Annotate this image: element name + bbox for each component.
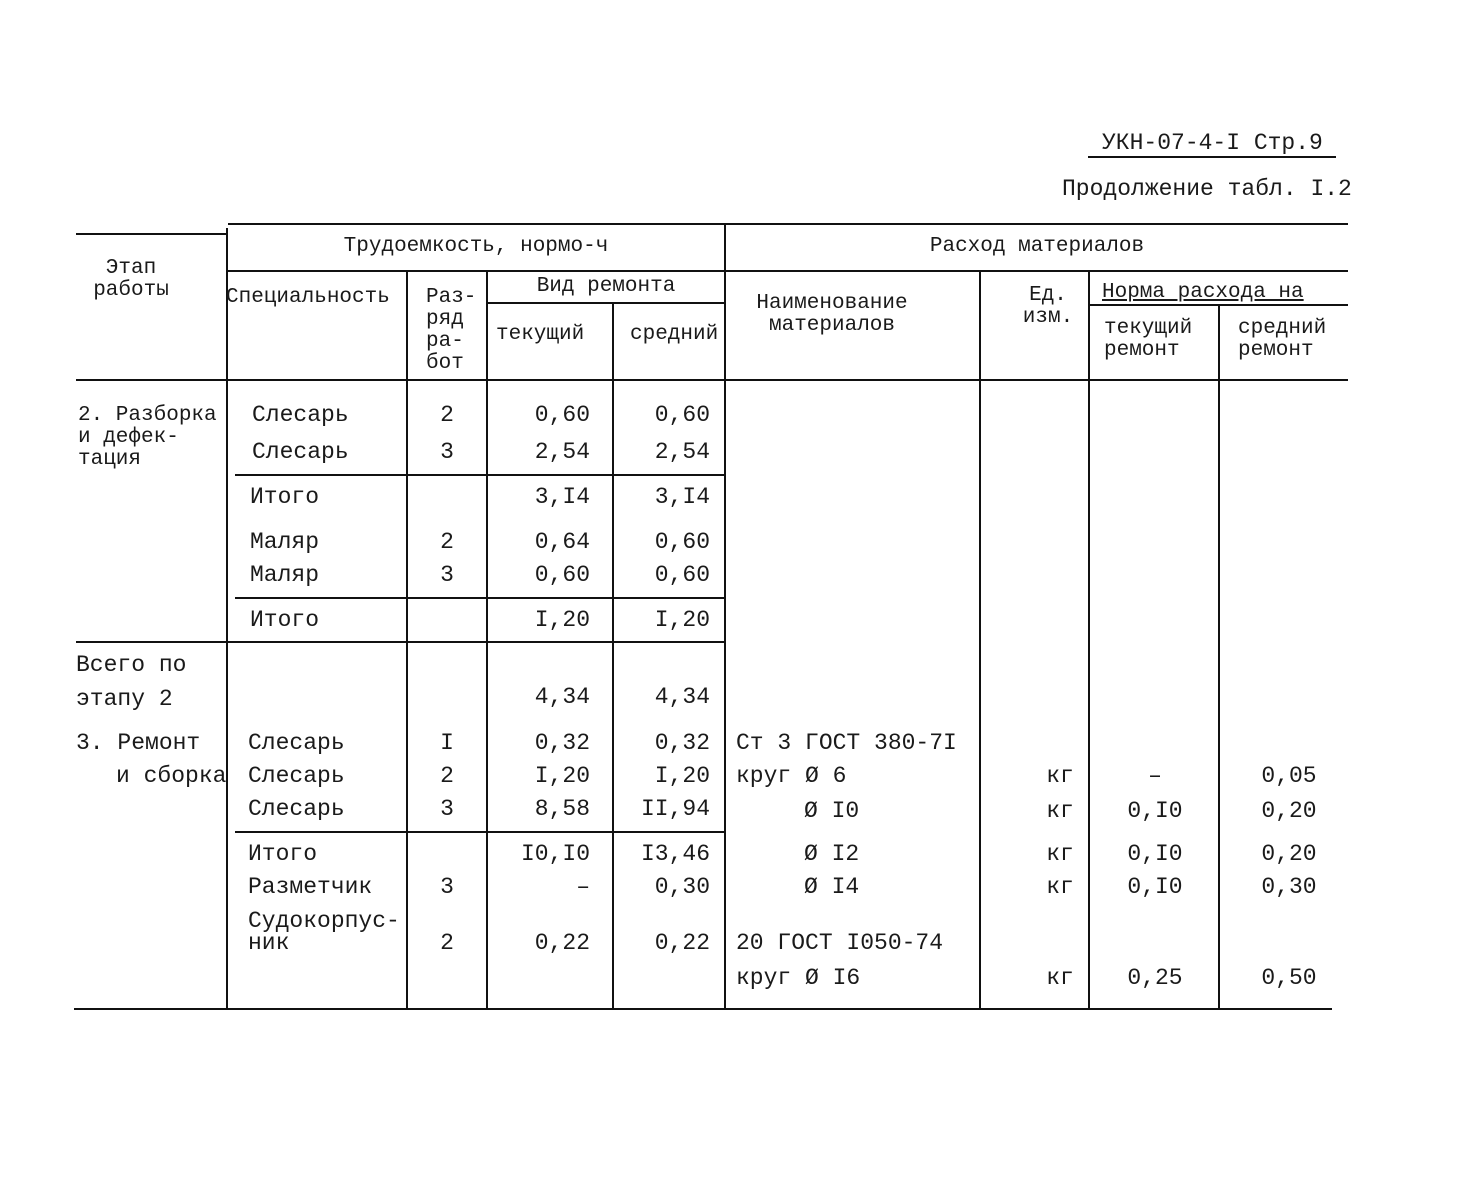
- medium-cell: 0,60: [654, 562, 710, 588]
- unit-cell: кг: [1046, 798, 1074, 824]
- material-name-cell: Ст 3 ГОСТ 380-7I: [736, 730, 957, 756]
- medium-cell: I,20: [654, 607, 710, 633]
- medium-cell: 3,I4: [654, 484, 710, 510]
- material-name-cell: Ø I0: [804, 798, 860, 824]
- specialty-cell: Итого: [250, 484, 320, 510]
- material-name-cell: Ø I4: [804, 874, 860, 900]
- specialty-cell: Слесарь: [248, 730, 345, 756]
- stage-total-label-2: этапу 2: [76, 686, 173, 712]
- header-current-repair: текущий ремонт: [1104, 317, 1193, 362]
- current-cell: 0,60: [534, 402, 590, 428]
- grade-cell: 3: [440, 796, 454, 822]
- unit-cell: кг: [1046, 965, 1074, 991]
- medium-cell: 0,30: [654, 874, 710, 900]
- grade-cell: 3: [440, 874, 454, 900]
- specialty-cell: Слесарь: [252, 402, 349, 428]
- current-cell: 3,I4: [534, 484, 590, 510]
- material-name-cell: круг Ø I6: [736, 965, 861, 991]
- norm-current-cell: 0,I0: [1127, 798, 1183, 824]
- specialty-cell: Маляр: [250, 529, 320, 555]
- stage-total-current: 4,34: [534, 684, 590, 710]
- grade-cell: 2: [440, 930, 454, 956]
- medium-cell: II,94: [640, 796, 710, 822]
- header-grade: Раз- ряд ра- бот: [426, 286, 477, 375]
- document-code-underline: [1088, 156, 1336, 158]
- specialty-cell: Итого: [250, 607, 320, 633]
- header-medium: средний: [630, 323, 719, 346]
- unit-cell: кг: [1046, 874, 1074, 900]
- medium-cell: 0,60: [654, 529, 710, 555]
- header-medium-repair: средний ремонт: [1238, 317, 1327, 362]
- unit-cell: кг: [1046, 841, 1074, 867]
- stage-total-label: Всего по: [76, 652, 187, 678]
- grade-cell: 2: [440, 402, 454, 428]
- grade-cell: 2: [440, 529, 454, 555]
- header-material-name: Наименование материалов: [756, 292, 908, 337]
- current-cell: 0,32: [534, 730, 590, 756]
- header-current: текущий: [496, 323, 585, 346]
- header-norm: Норма расхода на: [1102, 281, 1304, 304]
- material-name-cell: Ø I2: [804, 841, 860, 867]
- norm-current-cell: –: [1148, 763, 1162, 789]
- current-cell: 0,22: [534, 930, 590, 956]
- specialty-cell: Разметчик: [248, 874, 373, 900]
- current-cell: 8,58: [534, 796, 590, 822]
- header-repair-type: Вид ремонта: [536, 275, 676, 298]
- medium-cell: 0,32: [654, 730, 710, 756]
- grade-cell: 2: [440, 763, 454, 789]
- grade-cell: 3: [440, 562, 454, 588]
- current-cell: I0,I0: [520, 841, 590, 867]
- material-name-cell: 20 ГОСТ I050-74: [736, 930, 944, 956]
- header-materials: Расход материалов: [929, 235, 1145, 258]
- norm-current-cell: 0,I0: [1127, 874, 1183, 900]
- norm-medium-cell: 0,30: [1261, 874, 1317, 900]
- specialty-cell: Маляр: [250, 562, 320, 588]
- stage-total-medium: 4,34: [654, 684, 710, 710]
- document-code: УКН-07-4-I Стр.9: [1102, 130, 1323, 156]
- continuation-title: Продолжение табл. I.2: [1062, 176, 1352, 202]
- specialty-cell: Судокорпус- ник: [248, 908, 400, 956]
- header-unit: Ед. изм.: [1022, 284, 1074, 329]
- norm-current-cell: 0,25: [1127, 965, 1183, 991]
- current-cell: 0,60: [534, 562, 590, 588]
- medium-cell: 2,54: [654, 439, 710, 465]
- stage-3-title: 3. Ремонт: [76, 730, 201, 756]
- header-labor: Трудоемкость, нормо-ч: [343, 235, 609, 258]
- norm-medium-cell: 0,05: [1261, 763, 1317, 789]
- material-name-cell: круг Ø 6: [736, 763, 847, 789]
- medium-cell: 0,60: [654, 402, 710, 428]
- unit-cell: кг: [1046, 763, 1074, 789]
- medium-cell: 0,22: [654, 930, 710, 956]
- header-specialty: Специальность: [226, 286, 390, 309]
- grade-cell: 3: [440, 439, 454, 465]
- medium-cell: I3,46: [640, 841, 710, 867]
- specialty-cell: Итого: [248, 841, 318, 867]
- current-cell: 0,64: [534, 529, 590, 555]
- norm-medium-cell: 0,20: [1261, 841, 1317, 867]
- current-cell: I,20: [534, 763, 590, 789]
- medium-cell: I,20: [654, 763, 710, 789]
- specialty-cell: Слесарь: [248, 763, 345, 789]
- specialty-cell: Слесарь: [252, 439, 349, 465]
- norm-medium-cell: 0,50: [1261, 965, 1317, 991]
- stage-2-title: 2. Разборка и дефек- тация: [78, 404, 217, 471]
- norm-medium-cell: 0,20: [1261, 798, 1317, 824]
- header-stage: Этап работы: [93, 257, 169, 302]
- grade-cell: I: [440, 730, 454, 756]
- current-cell: I,20: [534, 607, 590, 633]
- stage-3-title-2: и сборка: [116, 763, 227, 789]
- current-cell: 2,54: [534, 439, 590, 465]
- current-cell: –: [576, 874, 590, 900]
- specialty-cell: Слесарь: [248, 796, 345, 822]
- norm-current-cell: 0,I0: [1127, 841, 1183, 867]
